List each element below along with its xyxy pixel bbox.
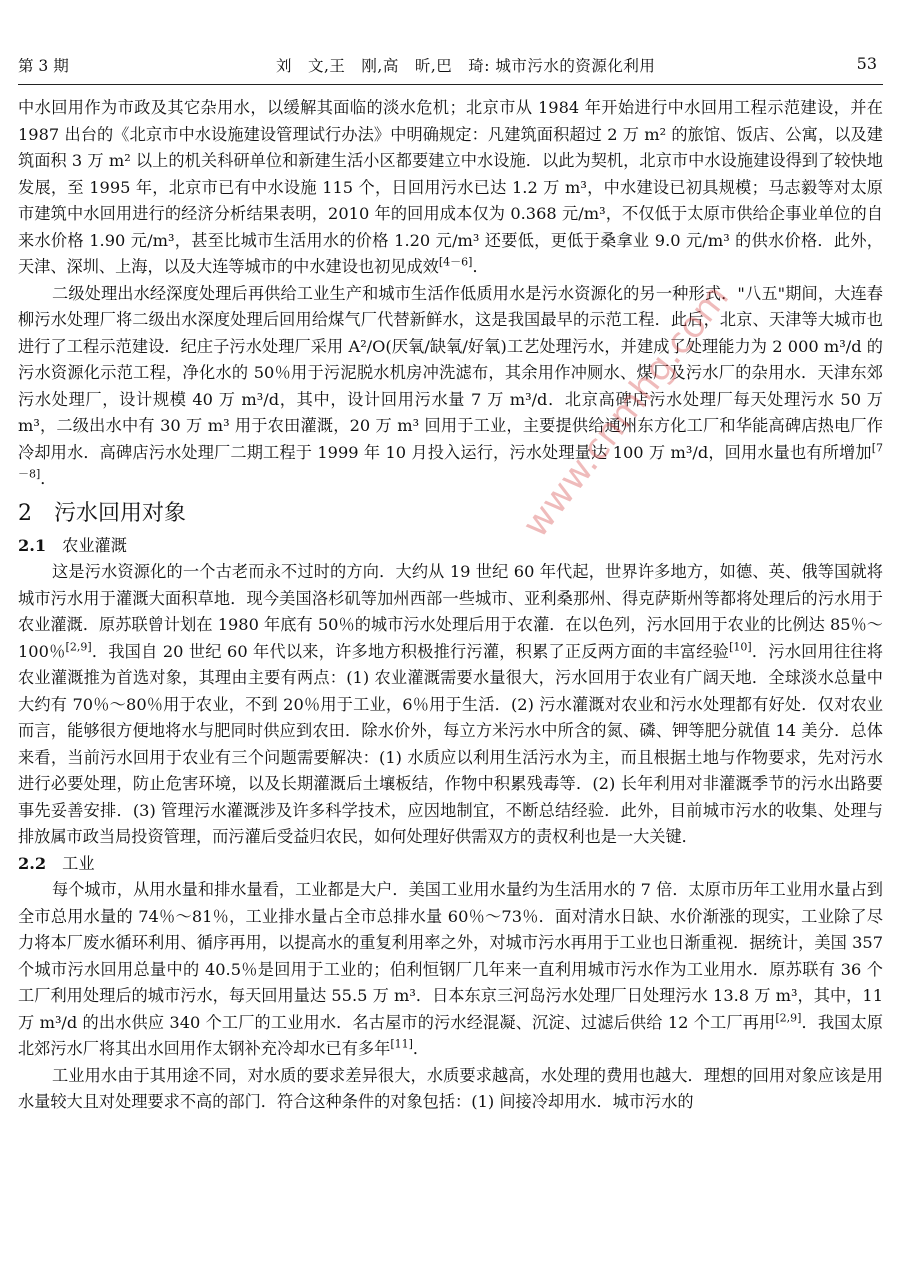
citation: [2,9] [65, 640, 92, 654]
section-title: 污水回用对象 [54, 500, 187, 526]
running-title: 刘 文,王 刚,高 昕,巴 琦: 城市污水的资源化利用 [276, 57, 656, 75]
paragraph-5: 工业用水由于其用途不同，对水质的要求差异很大，水质要求越高，水处理的费用也越大．理想的回用对象应该是用水量较大且对处理要求不高的部门．符合这种条件的对象包括：(1) 间接冷却用水．城市污水的 [18, 1065, 883, 1111]
paragraph-4-mid: ．我国太原北郊污水厂将其出水回用作太钢补充冷却水已有多年 [18, 1012, 883, 1058]
article-body [18, 95, 883, 1116]
citation: [11] [390, 1037, 413, 1051]
paragraph-3-end: ．污水回用往往将农业灌溉推为首选对象，其理由主要有两点：(1) 农业灌溉需要水量很大，污水回用于农业有广阔天地．全球淡水总量中大约有 70％～80％用于农业，不到 20％用于工业，6％用于生活．(2) 污水灌溉对农业和污水处理都有好处．仅对农业而言，能够很方便地将水与肥同时供应到农田．除水价外，每立方米污水中所含的氮、磷、钾等肥分就值 14 美分．总体来看，当前污水回用于农业有三个问题需要解决：(1) 水质应以利用生活污水为主，而且根据土地与作物要求，先对污水进行必要处理，防止危害环境，以及长期灌溉后土壤板结，作物中积累残毒等．(2) 长年利用对非灌溉季节的污水出路要事先妥善安排．(3) 管理污水灌溉涉及许多科学技术，应因地制宜，不断总结经验．此外，目前城市污水的收集、处理与排放属市政当局投资管理，而污灌后受益归农民，如何处理好供需双方的责权利也是一大关键． [18, 641, 883, 846]
paragraph-2-text: 二级处理出水经深度处理后再供给工业生产和城市生活作低质用水是污水资源化的另一种形式．"八五"期间，大连春柳污水处理厂将二级出水深度处理后回用给煤气厂代替新鲜水，这是我国最早的示范工程．此后，北京、天津等大城市也进行了工程示范建设．纪庄子污水处理厂采用 A²/O(厌氧/缺氧/好氧)工艺处理污水，并建成了处理能力为 2 000 m³/d 的污水资源化示范工程，净化水的 50％用于污泥脱水机房冲洗滤布，其余用作冲厕水、煤厂及污水厂的杂用水．天津东郊污水处理厂，设计规模 40 万 m³/d，其中，设计回用污水量 7 万 m³/d．北京高碑店污水处理厂每天处理污水 50 万 m³，二级出水中有 30 万 m³ 用于农田灌溉，20 万 m³ 回用于工业，主要提供给通州东方化工厂和华能高碑店热电厂作冷却用水．高碑店污水处理厂二期工程于 1999 年 10 月投入运行，污水处理量达 100 万 m³/d，回用水量也有所增加 [18, 283, 883, 462]
section-number: 2 [18, 500, 32, 526]
paragraph-3 [18, 559, 883, 851]
issue-label: 第 3 期 [18, 57, 69, 75]
citation: [4－6] [438, 255, 473, 269]
header-rule [18, 84, 883, 85]
subsection-heading-industry [18, 851, 883, 878]
paragraph-3-text: 这是污水资源化的一个古老而永不过时的方向．大约从 19 世纪 60 年代起，世界许多地方，如德、英、俄等国就将城市污水用于灌溉大面积草地．现今美国洛杉矶等加州西部一些城市、亚利桑那州、得克萨斯州等都将处理后的污水用于农业灌溉．原苏联曾计划在 1980 年底有 50％的城市污水处理后用于农灌．在以色列，污水回用于农业的比例达 85％～100％ [18, 562, 883, 661]
paragraph-3-mid: ．我国自 20 世纪 60 年代以来，许多地方积极推行污灌，积累了正反两方面的丰富经验 [91, 641, 730, 661]
subsection-number: 2.2 [18, 853, 47, 873]
paragraph-1: 中水回用作为市政及其它杂用水，以缓解其面临的淡水危机；北京市从 1984 年开始进行中水回用工程示范建设，并在 1987 出台的《北京市中水设施建设管理试行办法》中明确规定：凡建筑面积超过 2 万 m² 的旅馆、饭店、公寓，以及建筑面积 3 万 m² 以上的机关科研单位和新建生活小区都要建立中水设施．以此为契机，北京市中水设施建设得到了较快地发展，至 1995 年，北京市已有中水设施 115 个，日回用污水已达 1.2 万 m³，中水建设已初具规模；马志毅等对太原市建筑中水回用进行的经济分析结果表明，2010 年的回用成本仅为 0.368 元/m³，不仅低于太原市供给企事业单位的自来水价格 1.90 元/m³，甚至比城市生活用水的价格 1.20 元/m³ 还要低，更低于桑拿业 9.0 元/m³ 的供水价格．此外，天津、深圳、上海，以及大连等城市的中水建设也初见成效[4－6]． [18, 98, 883, 276]
subsection-heading-agriculture [18, 533, 883, 560]
page-number: 53 [856, 54, 877, 73]
paragraph-4-end: ． [412, 1039, 430, 1058]
paragraph-2: 二级处理出水经深度处理后再供给工业生产和城市生活作低质用水是污水资源化的另一种形式．"八五"期间，大连春柳污水处理厂将二级出水深度处理后回用给煤气厂代替新鲜水，这是我国最早的示范工程．此后，北京、天津等大城市也进行了工程示范建设．纪庄子污水处理厂采用 A²/O(厌氧/缺氧/好氧)工艺处理污水，并建成了处理能力为 2 000 m³/d 的污水资源化示范工程，净化水的 50％用于污泥脱水机房冲洗滤布，其余用作冲厕水、煤厂及污水厂的杂用水．天津东郊污水处理厂，设计规模 40 万 m³/d，其中，设计回用污水量 7 万 m³/d．北京高碑店污水处理厂每天处理污水 50 万 m³，二级出水中有 30 万 m³ 用于农田灌溉，20 万 m³ 回用于工业，主要提供给通州东方化工厂和华能高碑店热电厂作冷却用水．高碑店污水处理厂二期工程于 1999 年 10 月投入运行，污水处理量达 100 万 m³/d，回用水量也有所增加[7－8]． [18, 283, 883, 488]
subsection-title: 农业灌溉 [62, 535, 127, 555]
paragraph-4 [18, 877, 883, 1063]
paragraph-4-text: 每个城市，从用水量和排水量看，工业都是大户．美国工业用水量约为生活用水的 7 倍．太原市历年工业用水量占到全市总用水量的 74％～81％，工业排水量占全市总排水量 60％～73％．面对清水日缺、水价渐涨的现实，工业除了尽力将本厂废水循环利用、循序再用，以提高水的重复利用率之外，对城市污水再用于工业也日渐重视．据统计，美国 357 个城市污水回用总量中的 40.5％是回用于工业的；伯利恒钢厂几年来一直利用城市污水作为工业用水．原苏联有 36 个工厂利用处理后的城市污水，每天回用量达 55.5 万 m³．日本东京三河岛污水处理厂日处理污水 13.8 万 m³，其中，11 万 m³/d 的出水供应 340 个工厂的工业用水．名古屋市的污水经混凝、沉淀、过滤后供给 12 个工厂再用 [18, 880, 883, 1032]
watermark: www.cnmhg.com [515, 277, 738, 546]
paragraph-1-text: 中水回用作为市政及其它杂用水，以缓解其面临的淡水危机；北京市从 1984 年开始进行中水回用工程示范建设，并在 1987 出台的《北京市中水设施建设管理试行办法》中明确规定：凡建筑面积超过 2 万 m² 的旅馆、饭店、公寓，以及建筑面积 3 万 m² 以上的机关科研单位和新建生活小区都要建立中水设施．以此为契机，北京市中水设施建设得到了较快地发展，至 1995 年，北京市已有中水设施 115 个，日回用污水已达 1.2 万 m³，中水建设已初具规模；马志毅等对太原市建筑中水回用进行的经济分析结果表明，2010 年的回用成本仅为 0.368 元/m³，不仅低于太原市供给企事业单位的自来水价格 1.90 元/m³，甚至比城市生活用水的价格 1.20 元/m³ 还要低，更低于桑拿业 9.0 元/m³ 的供水价格．此外，天津、深圳、上海，以及大连等城市的中水建设也初见成效 [18, 98, 883, 276]
subsection-title: 工业 [62, 853, 95, 873]
citation: [10] [729, 640, 752, 654]
subsection-number: 2.1 [18, 535, 47, 555]
section-heading [18, 497, 883, 531]
citation: [2,9] [775, 1011, 802, 1025]
citation: [7－8] [18, 441, 883, 481]
page-header [18, 54, 877, 80]
